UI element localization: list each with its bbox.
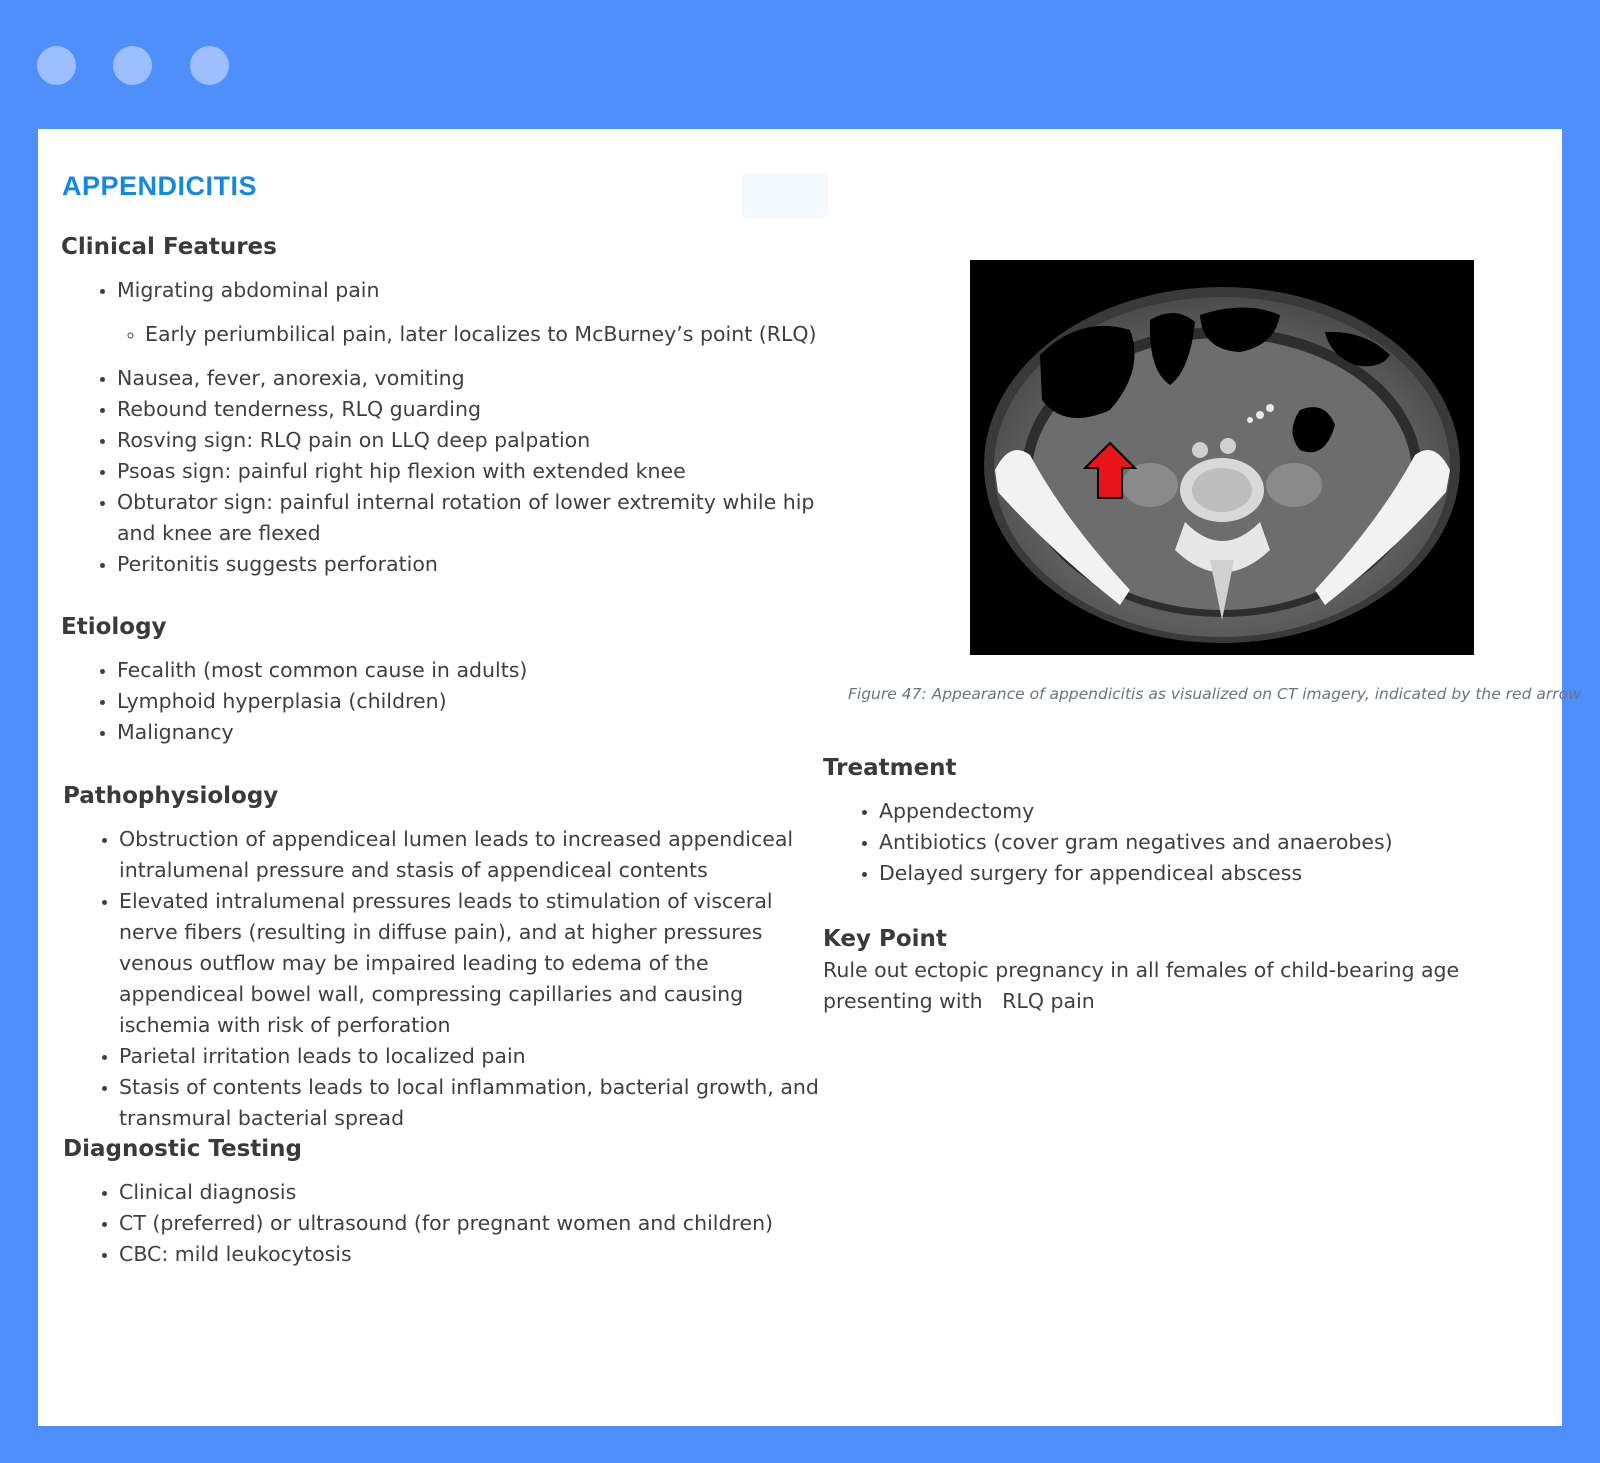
list-item: • Fecalith (most common cause in adults): [117, 655, 831, 686]
ct-scan-image: [970, 260, 1474, 655]
pathophysiology-section: [63, 782, 833, 1134]
etiology-list: [61, 655, 831, 748]
list-item: • Antibiotics (cover gram negatives and anaerobes): [879, 827, 1553, 858]
section-heading: Treatment: [823, 755, 957, 781]
list-item: • Rosving sign: RLQ pain on LLQ deep palpation: [117, 425, 831, 456]
list-item: • Obstruction of appendiceal lumen leads to increased appendiceal intralumenal pressure and stasis of appendiceal contents: [119, 824, 833, 886]
treatment-section: [823, 754, 1553, 889]
section-heading: Clinical Features: [61, 234, 277, 260]
ct-scan-graphic: [970, 260, 1474, 655]
list-item: • Lymphoid hyperplasia (children): [117, 686, 831, 717]
figure-caption: Figure 47: Appearance of appendicitis as visualized on CT imagery, indicated by the red arrow: [848, 685, 1581, 703]
list-item: ◦ Early periumbilical pain, later localizes to McBurney’s point (RLQ): [145, 319, 831, 350]
treatment-list: [823, 796, 1553, 889]
list-item: • Appendectomy: [879, 796, 1553, 827]
list-item: • Stasis of contents leads to local inflammation, bacterial growth, and transmural bacterial spread: [119, 1072, 833, 1134]
pathophysiology-list: [63, 824, 833, 1134]
window-dot[interactable]: [37, 46, 76, 85]
list-item: • CT (preferred) or ultrasound (for pregnant women and children): [119, 1208, 833, 1239]
list-item: • Peritonitis suggests perforation: [117, 549, 831, 580]
section-heading: Diagnostic Testing: [63, 1136, 302, 1162]
list-item: • Parietal irritation leads to localized pain: [119, 1041, 833, 1072]
list-item: • CBC: mild leukocytosis: [119, 1239, 833, 1270]
window-dot[interactable]: [190, 46, 229, 85]
key-point-section: [823, 925, 1553, 1017]
diagnostic-testing-list: [63, 1177, 833, 1270]
key-point-text: Rule out ectopic pregnancy in all females of child-bearing age presenting with RLQ pain: [823, 958, 1466, 1013]
clinical-features-list: [61, 275, 831, 580]
list-item: • Rebound tenderness, RLQ guarding: [117, 394, 831, 425]
list-item: • Migrating abdominal pain ◦ Early periumbilical pain, later localizes to McBurney’s point (RLQ): [117, 275, 831, 350]
section-heading: Pathophysiology: [63, 783, 279, 809]
list-item: • Obturator sign: painful internal rotation of lower extremity while hip and knee are flexed: [117, 487, 831, 549]
edit-button[interactable]: EDIT: [742, 173, 828, 219]
window-dot[interactable]: [113, 46, 152, 85]
section-heading: Key Point: [823, 926, 947, 952]
sub-list: [117, 319, 831, 350]
page-title: APPENDICITIS: [62, 171, 258, 201]
list-item: • Elevated intralumenal pressures leads to stimulation of visceral nerve fibers (resulting in diffuse pain), and at higher pressures venous outflow may be impaired leading to edema of the appendiceal bowel wall, compressing capillaries and causing ischemia with risk of perforation: [119, 886, 833, 1041]
list-item: • Psoas sign: painful right hip flexion with extended knee: [117, 456, 831, 487]
etiology-section: [61, 613, 831, 748]
content-panel: [38, 129, 1581, 1426]
section-heading: Etiology: [61, 614, 167, 640]
list-item: • Malignancy: [117, 717, 831, 748]
clinical-features-section: [61, 233, 831, 580]
list-item: • Nausea, fever, anorexia, vomiting: [117, 363, 831, 394]
list-item: • Clinical diagnosis: [119, 1177, 833, 1208]
diagnostic-testing-section: [63, 1135, 833, 1270]
list-item: • Delayed surgery for appendiceal abscess: [879, 858, 1553, 889]
